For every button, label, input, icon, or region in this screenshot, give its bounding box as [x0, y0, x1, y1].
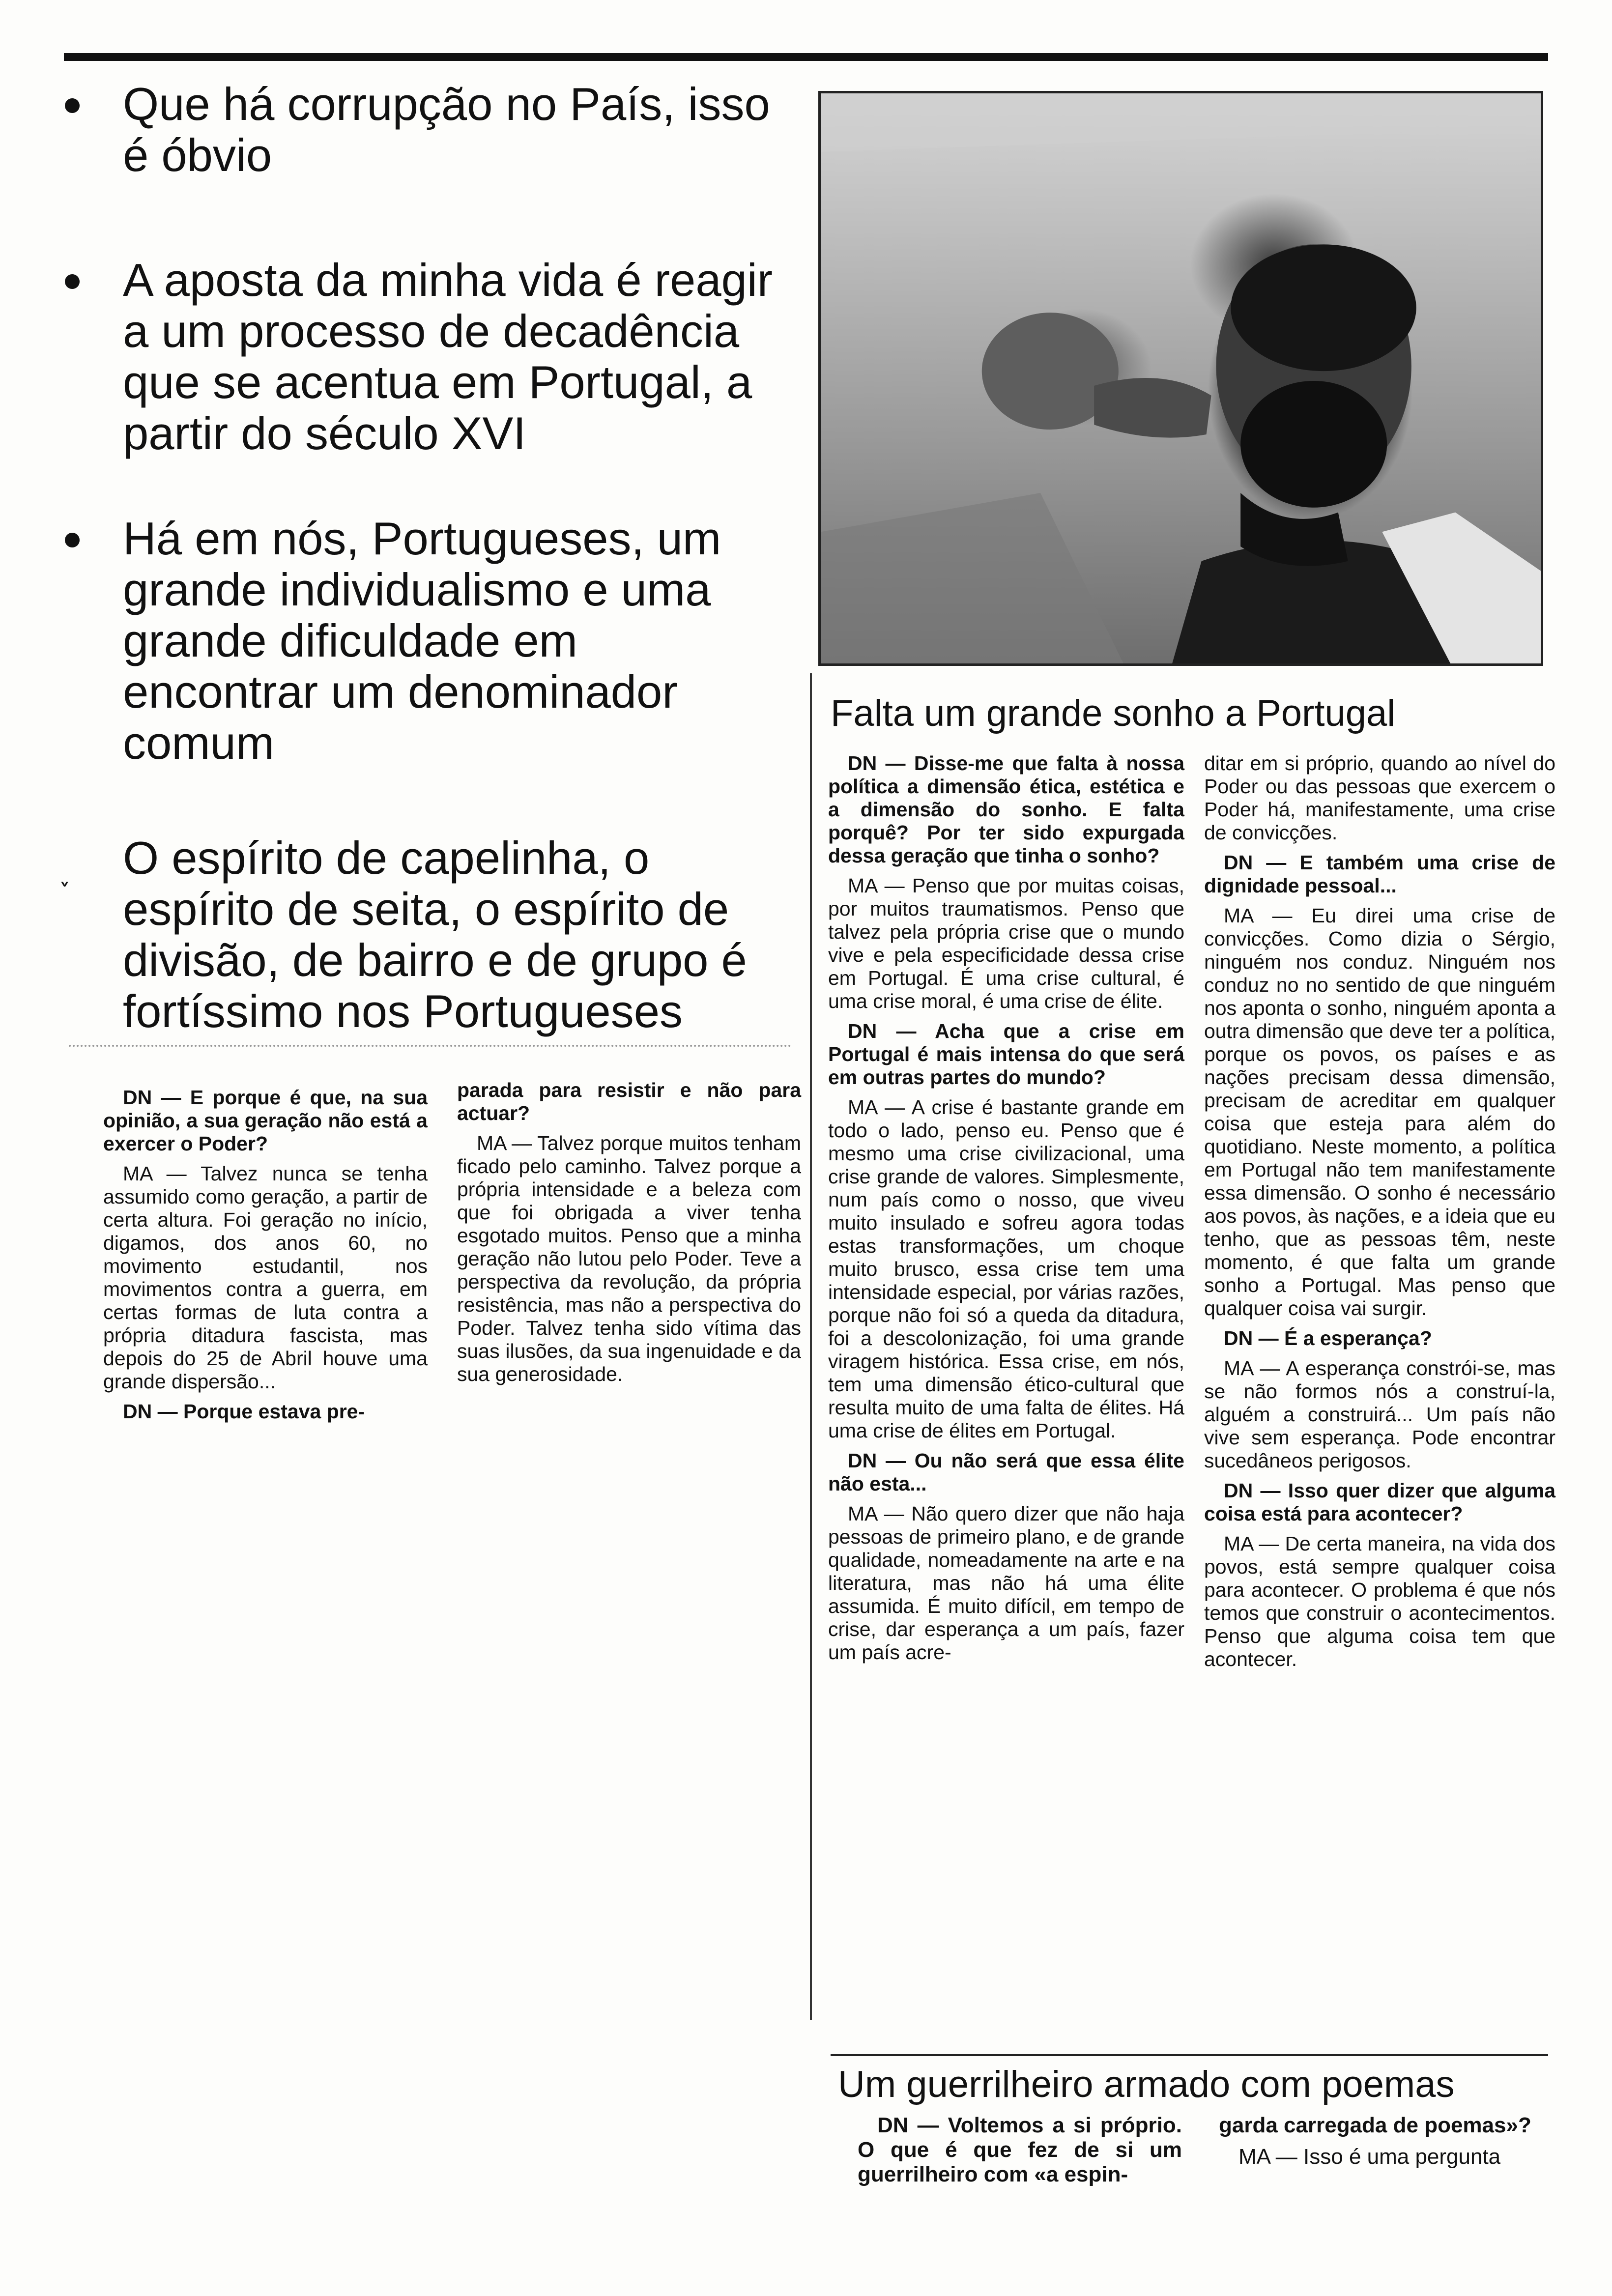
- article-column: [1219, 2113, 1553, 2176]
- article-column: [1204, 752, 1555, 1678]
- answer: ditar em si próprio, quando ao nível do Poder ou das pessoas que exercem o Poder há, manifestamente, uma crise de convicções.: [1204, 752, 1555, 844]
- bullet-icon: [65, 98, 80, 113]
- pull-quote: [59, 513, 777, 769]
- question: garda carregada de poemas»?: [1219, 2113, 1531, 2137]
- pull-quote-text: O espírito de capelinha, o espírito de seita, o espírito de divisão, de bairro e de grupo é fortíssimo nos Portugueses: [123, 832, 747, 1037]
- question: DN — E porque é que, na sua opinião, a sua geração não está a exercer o Poder?: [103, 1086, 428, 1155]
- answer: MA — A crise é bastante grande em todo o lado, penso eu. Penso que é mesmo uma crise civilizacional, uma crise grande de valores. Simplesmente, num país como o nosso, que viveu muito insulado e sofreu agora todas estas transformações, um choque muito brusco, essa crise tem uma intensidade especial, por várias razões, porque não foi só a queda da ditadura, foi a descolonização, foi uma grande viragem histórica. Essa crise, em nós, tem uma dimensão ético-cultural que resulta muito de uma falta de élites. Há uma crise de élites em Portugal.: [828, 1096, 1184, 1442]
- article-column: [828, 752, 1184, 1671]
- pull-quote: [59, 255, 777, 459]
- pull-quote: [59, 832, 777, 1037]
- question: DN — É a esperança?: [1224, 1327, 1432, 1349]
- pull-quotes: [59, 79, 777, 1091]
- bullet-dash-icon: ˯: [59, 850, 71, 888]
- pull-quote-text: Que há corrupção no País, isso é óbvio: [123, 78, 770, 181]
- question: parada para resistir e não para actuar?: [457, 1079, 801, 1124]
- question: DN — Acha que a crise em Portugal é mais intensa do que será em outras partes do mundo?: [828, 1020, 1184, 1089]
- pull-quote-text: Há em nós, Portugueses, um grande individualismo e uma grande dificuldade em encontrar um denominador comum: [123, 513, 721, 769]
- answer: MA — A esperança constrói-se, mas se não formos nós a construí-la, alguém a construirá... Um país não vive sem esperança. Pode encontrar sucedâneos perigosos.: [1204, 1357, 1555, 1472]
- answer: MA — Penso que por muitas coisas, por muitos traumatismos. Penso que talvez pela própria crise que o mundo vive e pela especificidade dessa crise em Portugal. É uma crise cultural, é uma crise moral, é uma crise de élite.: [828, 874, 1184, 1012]
- question: DN — Disse-me que falta à nossa política a dimensão ética, estética e a dimensão do sonho. E falta porquê? Por ter sido expurgada dessa geração que tinha o sonho?: [828, 752, 1184, 867]
- answer: MA — Não quero dizer que não haja pessoas de primeiro plano, e de grande qualidade, nomeadamente na arte e na literatura, mas não há uma élite assumida. É muito difícil, em tempo de crise, dar esperança a um país, fazer um país acre-: [828, 1502, 1184, 1664]
- answer: MA — Talvez porque muitos tenham ficado pelo caminho. Talvez porque a própria intensidade e a beleza com que foi obrigada a viver tenha esgotado muitos. Penso que a minha geração não lutou pelo Poder. Teve a perspectiva da revolução, da própria resistência, mas não a perspectiva do Poder. Talvez tenha sido vítima das suas ilusões, da sua ingenuidade e da sua generosidade.: [457, 1132, 801, 1385]
- pull-quote-text: A aposta da minha vida é reagir a um processo de decadência que se acentua em Portugal, a partir do século XVI: [123, 254, 773, 459]
- answer: MA — Eu direi uma crise de convicções. Como dizia o Sérgio, ninguém nos conduz. Ninguém nos conduz no no sentido de que ninguém nos aponta o sonho, ninguém aponta a outra dimensão que deve ter a política, porque os povos, os países e as nações precisam dessa dimensão, precisam de acreditar em qualquer coisa que esteja para além do quotidiano. Neste momento, a política em Portugal não tem manifestamente essa dimensão. O sonho é necessário aos povos, às nações, e a ideia que eu tenho, que as pessoas têm, neste momento, é que falta um grande sonho a Portugal. Mas penso que qualquer coisa vai surgir.: [1204, 904, 1555, 1320]
- dotted-divider: [69, 1045, 791, 1047]
- question: DN — Porque estava pre-: [123, 1400, 365, 1423]
- portrait-drawing: [821, 93, 1541, 663]
- pull-quote: [59, 79, 777, 181]
- answer: MA — De certa maneira, na vida dos povos, está sempre qualquer coisa para acontecer. O problema é que nós temos que construir o acontecimentos. Penso que alguma coisa tem que acontecer.: [1204, 1532, 1555, 1670]
- section-rule: [831, 2054, 1548, 2056]
- portrait-photo: [818, 91, 1543, 666]
- answer: MA — Isso é uma pergunta: [1238, 2145, 1501, 2169]
- article-column: [858, 2113, 1182, 2194]
- question: DN — E também uma crise de dignidade pessoal...: [1204, 851, 1555, 897]
- article-column: [103, 1086, 428, 1430]
- column-rule: [810, 673, 812, 2020]
- article-column: [457, 1079, 801, 1393]
- question: DN — Voltemos a si próprio. O que é que fez de si um guerrilheiro com «a espin-: [858, 2113, 1182, 2186]
- question: DN — Ou não será que essa élite não esta...: [828, 1449, 1184, 1495]
- bullet-icon: [65, 533, 80, 547]
- section-heading: Falta um grande sonho a Portugal: [831, 692, 1396, 734]
- question: DN — Isso quer dizer que alguma coisa está para acontecer?: [1204, 1479, 1555, 1525]
- answer: MA — Talvez nunca se tenha assumido como geração, a partir de certa altura. Foi geração no início, digamos, dos anos 60, no movimento estudantil, nos movimentos contra a guerra, em certas formas de luta contra a própria ditadura fascista, mas depois do 25 de Abril houve uma grande dispersão...: [103, 1162, 428, 1393]
- section-heading: Um guerrilheiro armado com poemas: [838, 2064, 1455, 2105]
- bullet-icon: [65, 274, 80, 289]
- top-rule: [64, 53, 1548, 61]
